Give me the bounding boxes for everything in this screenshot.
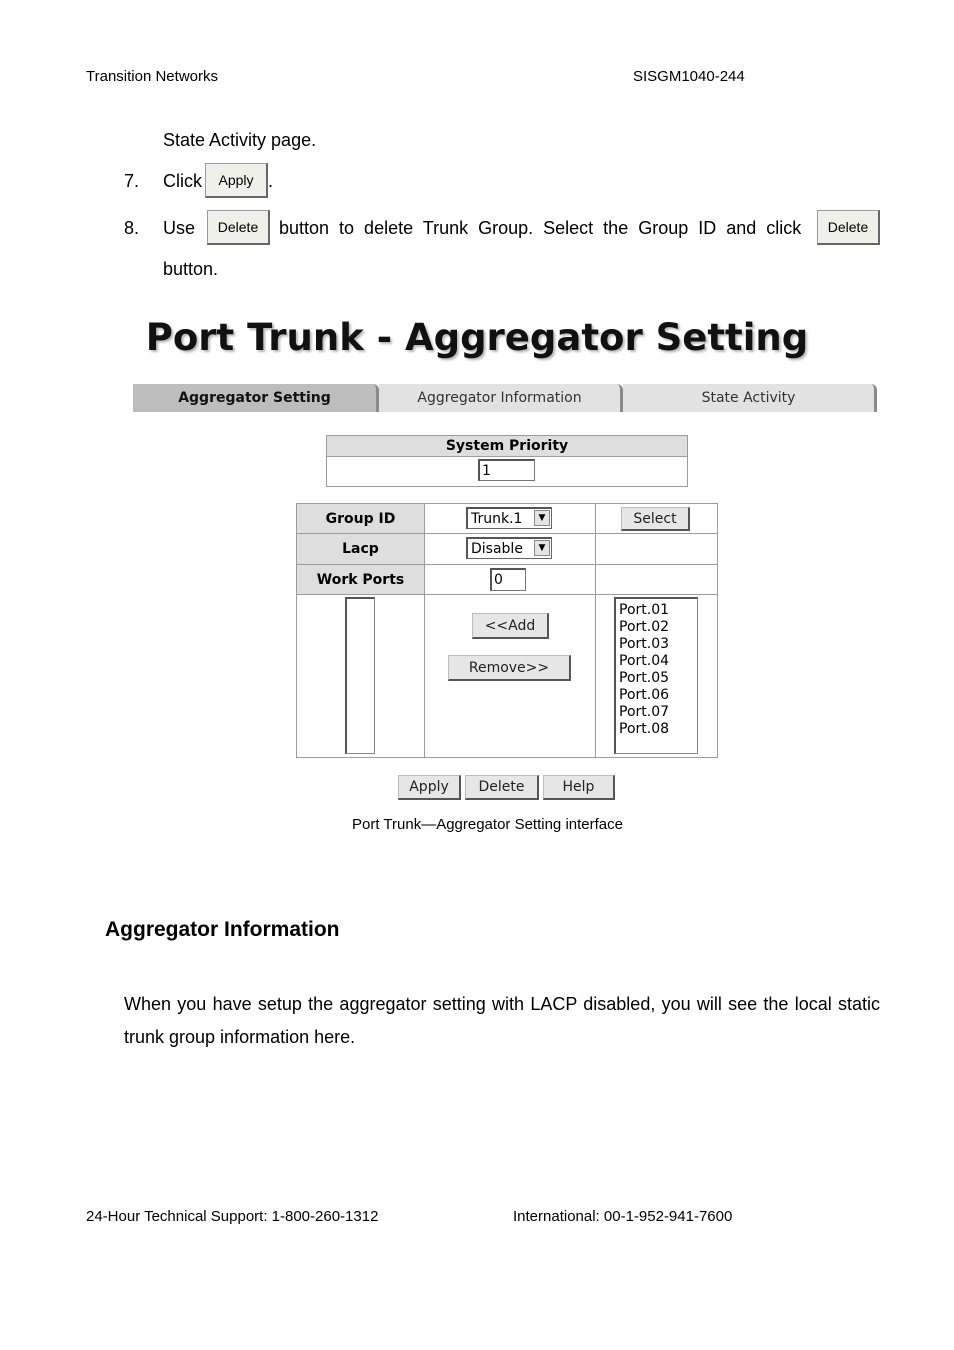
system-priority-input[interactable]: 1 bbox=[478, 459, 535, 481]
header-left: Transition Networks bbox=[86, 68, 218, 85]
group-id-label: Group ID bbox=[297, 504, 425, 534]
step7-text: Click bbox=[163, 171, 202, 191]
tab-aggregator-information[interactable]: Aggregator Information bbox=[379, 384, 623, 412]
add-port-button[interactable]: <<Add bbox=[472, 613, 549, 639]
inline-delete-button-1[interactable]: Delete bbox=[207, 210, 270, 245]
lacp-value: Disable bbox=[471, 540, 523, 557]
available-ports-list[interactable] bbox=[614, 597, 698, 754]
section-paragraph: When you have setup the aggregator setting with LACP disabled, you will see the local static trunk group information here. bbox=[124, 994, 880, 1047]
help-button[interactable]: Help bbox=[543, 775, 615, 800]
step8-end: button. bbox=[163, 259, 219, 279]
footer-support: 24-Hour Technical Support: 1-800-260-1312 bbox=[86, 1208, 379, 1225]
chevron-down-icon[interactable]: ▼ bbox=[534, 510, 550, 526]
list-item[interactable]: Port.08 bbox=[619, 721, 670, 737]
work-ports-input[interactable]: 0 bbox=[490, 568, 526, 591]
lacp-select[interactable] bbox=[466, 537, 552, 559]
system-priority-label: System Priority bbox=[327, 436, 687, 457]
list-item[interactable]: Port.02 bbox=[619, 619, 670, 635]
step7-number: 7. bbox=[124, 171, 140, 191]
list-item[interactable]: Port.05 bbox=[619, 670, 670, 686]
step7-period: . bbox=[268, 171, 274, 191]
list-item[interactable]: Port.06 bbox=[619, 687, 670, 703]
inline-apply-button[interactable]: Apply bbox=[205, 163, 268, 198]
ui-title: Port Trunk - Aggregator Setting bbox=[145, 316, 809, 359]
group-id-value: Trunk.1 bbox=[471, 510, 523, 527]
step-continuation: State Activity page. bbox=[163, 130, 317, 150]
step8-use: Use bbox=[163, 218, 196, 238]
list-item[interactable]: Port.03 bbox=[619, 636, 670, 652]
delete-button[interactable]: Delete bbox=[465, 775, 539, 800]
remove-port-button[interactable]: Remove>> bbox=[448, 655, 571, 681]
step8-text: button to delete Trunk Group. Select the Group ID and click bbox=[279, 218, 802, 238]
tab-bar bbox=[133, 384, 877, 412]
apply-button[interactable]: Apply bbox=[398, 775, 461, 800]
inline-delete-button-2[interactable]: Delete bbox=[817, 210, 880, 245]
select-button[interactable]: Select bbox=[621, 507, 690, 531]
group-id-select[interactable] bbox=[466, 507, 552, 529]
work-ports-label: Work Ports bbox=[297, 565, 425, 595]
tab-aggregator-setting[interactable]: Aggregator Setting bbox=[133, 384, 379, 412]
header-right: SISGM1040-244 bbox=[633, 68, 745, 85]
selected-ports-list[interactable] bbox=[345, 597, 375, 754]
footer-international: International: 00-1-952-941-7600 bbox=[513, 1208, 733, 1225]
tab-state-activity[interactable]: State Activity bbox=[623, 384, 877, 412]
list-item[interactable]: Port.01 bbox=[619, 602, 670, 618]
section-heading: Aggregator Information bbox=[105, 918, 340, 941]
figure-caption: Port Trunk—Aggregator Setting interface bbox=[352, 816, 623, 833]
chevron-down-icon[interactable]: ▼ bbox=[534, 540, 550, 556]
list-item[interactable]: Port.07 bbox=[619, 704, 670, 720]
step8-number: 8. bbox=[124, 218, 140, 238]
list-item[interactable]: Port.04 bbox=[619, 653, 670, 669]
lacp-label: Lacp bbox=[297, 534, 425, 565]
